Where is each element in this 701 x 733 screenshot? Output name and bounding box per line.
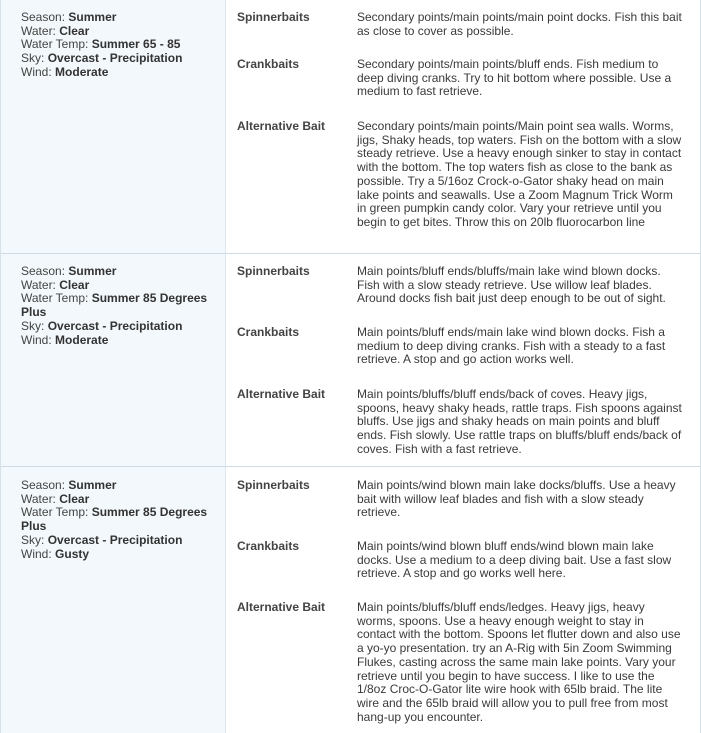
sky-value: Overcast - Precipitation	[47, 532, 183, 547]
water-temp-value: Summer 85 Degrees Plus	[21, 291, 208, 320]
bait-row	[226, 388, 700, 457]
bait-description: Main points/bluffs/bluff ends/back of coves. Heavy jigs, spoons, heavy shaky heads, rattle traps. Fish spoons against bluffs. Use jigs and shaky heads on main points and bluff ends. Fish slowly. Use rattle traps on bluffs/bluff ends/back of coves. Fish with a fast retrieve.	[357, 387, 682, 456]
sky-line: Sky: Overcast - Precipitation	[21, 51, 183, 66]
bait-description: Secondary points/main points/bluff ends. Fish medium to deep diving cranks. Try to hit bottom where possible. Use a medium to fast retrieve.	[357, 57, 672, 99]
bait-name: Spinnerbaits	[237, 264, 310, 278]
bait-description: Secondary points/main points/main point docks. Fish this bait as close to cover as possible.	[357, 10, 682, 38]
water-value: Clear	[59, 277, 90, 292]
water-value: Clear	[59, 491, 90, 506]
conditions-record	[1, 254, 700, 467]
bait-name: Crankbaits	[237, 325, 300, 339]
bait-row	[226, 11, 700, 58]
season-line: Season: Summer	[21, 478, 117, 492]
water-temp-value: Summer 85 Degrees Plus	[21, 505, 208, 534]
conditions-cell	[1, 0, 226, 253]
bait-description: Main points/bluff ends/bluffs/main lake wind blown docks. Fish with a slow steady retrieve. Use willow leaf blades. Around docks fish bait just deep enough to be out of sight.	[357, 264, 666, 306]
sky-line: Sky: Overcast - Precipitation	[21, 532, 183, 547]
baits-cell	[226, 467, 700, 733]
wind-line: Wind: Moderate	[21, 64, 109, 79]
bait-description: Main points/wind blown bluff ends/wind blown main lake docks. Use a medium to a deep diving bait. Use a fast slow retrieve. A stop and go works well here.	[357, 539, 672, 581]
water-line: Water: Clear	[21, 277, 90, 292]
season-line: Season: Summer	[21, 264, 117, 278]
wind-value: Moderate	[55, 64, 109, 79]
bait-description: Secondary points/main points/Main point sea walls. Worms, jigs, Shaky heads, top waters. Fish on the bottom with a slow steady retrieve. Use a heavy enough sinker to stay in contact with the bottom. The top waters fish as close to the bank as possible. Try a 5/16oz Crock-o-Gator shaky head on main lake points and seawalls. Use a Zoom Magnum Trick Worm in green pumpkin candy color. Vary your retrieve until you begin to get bites. Throw this on 20lb fluorocarbon line	[357, 119, 682, 229]
sky-line: Sky: Overcast - Precipitation	[21, 318, 183, 333]
bait-name: Spinnerbaits	[237, 478, 310, 492]
water-value: Clear	[59, 23, 90, 38]
water-temp-line: Water Temp: Summer 85 Degrees Plus	[21, 291, 208, 320]
season-line: Season: Summer	[21, 10, 117, 24]
wind-line: Wind: Gusty	[21, 546, 90, 561]
bait-description: Main points/wind blown main lake docks/bluffs. Use a heavy bait with willow leaf blades and fish with a slow steady retrieve.	[357, 478, 676, 520]
sky-value: Overcast - Precipitation	[47, 51, 183, 66]
bait-name: Crankbaits	[237, 57, 300, 71]
bait-row	[226, 479, 700, 540]
season-value: Summer	[68, 10, 117, 24]
baits-cell	[226, 0, 700, 253]
bait-row	[226, 265, 700, 326]
wind-value: Moderate	[55, 332, 109, 347]
bait-row	[226, 58, 700, 120]
bait-name: Alternative Bait	[237, 119, 326, 133]
bait-row	[226, 120, 700, 230]
bait-description: Main points/bluffs/bluff ends/ledges. Heavy jigs, heavy worms, spoons. Use a heavy enough weight to stay in contact with the bottom. Spoons let flutter down and also use a yo-yo presentation. try an A-Rig with 5in Zoom Swimming Flukes, casting across the same main lake points. Vary your retrieve until you begin to have success. I like to use the 1/8oz Croc-O-Gator lite wire hook with 65lb braid. The lite wire and the 65lb braid will allow you to pull free from most hang-up you encounter.	[357, 600, 681, 724]
water-temp-line: Water Temp: Summer 65 - 85	[21, 37, 181, 52]
conditions-record	[1, 467, 700, 733]
water-line: Water: Clear	[21, 491, 90, 506]
bait-name: Alternative Bait	[237, 600, 326, 614]
sky-value: Overcast - Precipitation	[47, 318, 183, 333]
wind-value: Gusty	[55, 546, 90, 561]
season-value: Summer	[68, 478, 117, 492]
baits-cell	[226, 254, 700, 466]
bait-row	[226, 326, 700, 388]
bait-row	[226, 601, 700, 724]
water-line: Water: Clear	[21, 23, 90, 38]
conditions-cell	[1, 467, 226, 733]
season-value: Summer	[68, 264, 117, 278]
bait-name: Crankbaits	[237, 539, 300, 553]
water-temp-line: Water Temp: Summer 85 Degrees Plus	[21, 505, 208, 534]
conditions-cell	[1, 254, 226, 466]
bait-name: Spinnerbaits	[237, 10, 310, 24]
bait-row	[226, 540, 700, 601]
wind-line: Wind: Moderate	[21, 332, 109, 347]
bait-name: Alternative Bait	[237, 387, 326, 401]
conditions-record	[1, 0, 700, 254]
bait-description: Main points/bluff ends/main lake wind blown docks. Fish a medium to deep diving cranks. Fish with a steady to a fast retrieve. A stop and go action works well.	[357, 325, 666, 367]
water-temp-value: Summer 65 - 85	[91, 37, 181, 52]
